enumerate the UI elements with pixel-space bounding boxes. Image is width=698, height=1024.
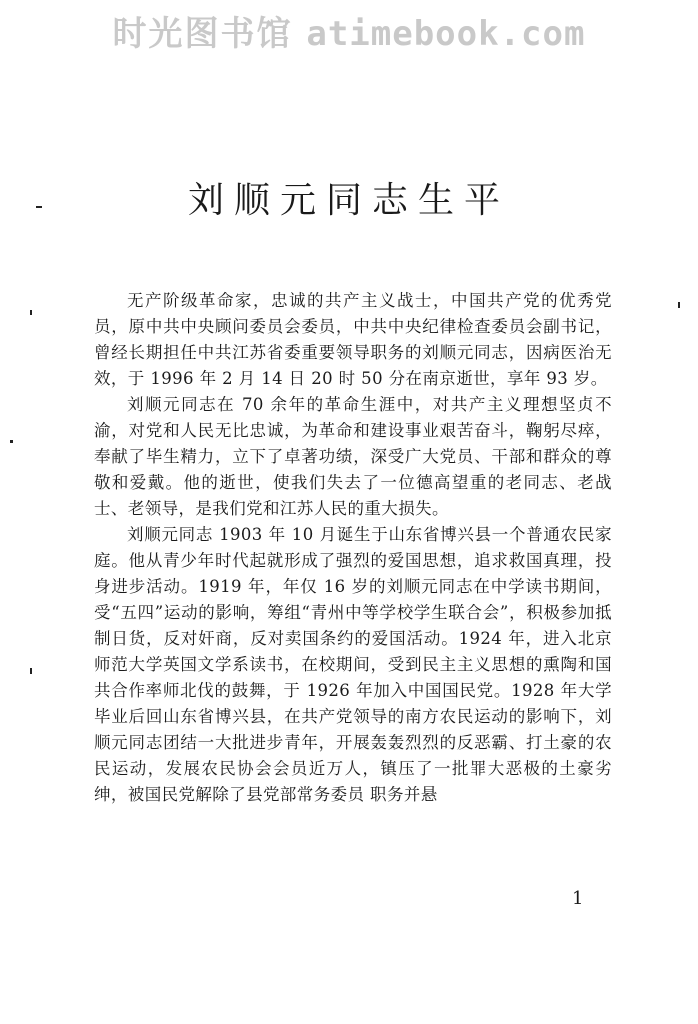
paragraph-2: 刘顺元同志在 70 余年的革命生涯中，对共产主义理想坚贞不渝，对党和人民无比忠诚，为革命和建设事业艰苦奋斗，鞠躬尽瘁，奉献了毕生精力，立下了卓著功绩，深受广大党员、干部和群众的尊敬和爱戴。他的逝世，使我们失去了一位德高望重的老同志、老战士、老领导，是我们党和江苏人民的重大损失。 xyxy=(94,395,612,518)
watermark xyxy=(0,6,698,55)
page-number: 1 xyxy=(572,888,584,909)
paragraph-3: 刘顺元同志 1903 年 10 月诞生于山东省博兴县一个普通农民家庭。他从青少年时代起就形成了强烈的爱国思想，追求救国真理，投身进步活动。1919 年，年仅 16 岁的刘顺元同志在中学读书期间，受“五四”运动的影响，筹组“青州中等学校学生联合会”，积极参加抵制日货，反对奸商，反对卖国条约的爱国活动。1924 年，进入北京师范大学英国文学系读书，在校期间，受到民主主义思想的熏陶和国共合作率师北伐的鼓舞，于 1926 年加入中国国民党。1928 年大学毕业后回山东省博兴县，在共产党领导的南方农民运动的影响下，刘顺元同志团结一大批进步青年，开展轰轰烈烈的反恶霸、打土豪的农民运动，发展农民协会会员近万人，镇压了一批罪大恶极的土豪劣绅，被国民党解除了县党部常务委员 职务并悬 xyxy=(94,525,612,804)
page-title: 刘顺元同志生平 xyxy=(187,180,510,221)
body-text xyxy=(94,288,612,808)
watermark-site-url: atimebook.com xyxy=(306,14,586,54)
scan-speck xyxy=(30,668,32,674)
watermark-site-name: 时光图书馆 xyxy=(112,14,293,54)
scan-speck xyxy=(30,310,32,315)
scan-speck xyxy=(10,440,13,443)
scan-speck xyxy=(36,206,42,208)
paragraph-1: 无产阶级革命家，忠诚的共产主义战士，中国共产党的优秀党员，原中共中央顾问委员会委员，中共中央纪律检查委员会副书记，曾经长期担任中共江苏省委重要领导职务的刘顺元同志，因病医治无效，于 1996 年 2 月 14 日 20 时 50 分在南京逝世，享年 93 岁。 xyxy=(94,291,612,388)
scan-speck xyxy=(678,302,680,308)
